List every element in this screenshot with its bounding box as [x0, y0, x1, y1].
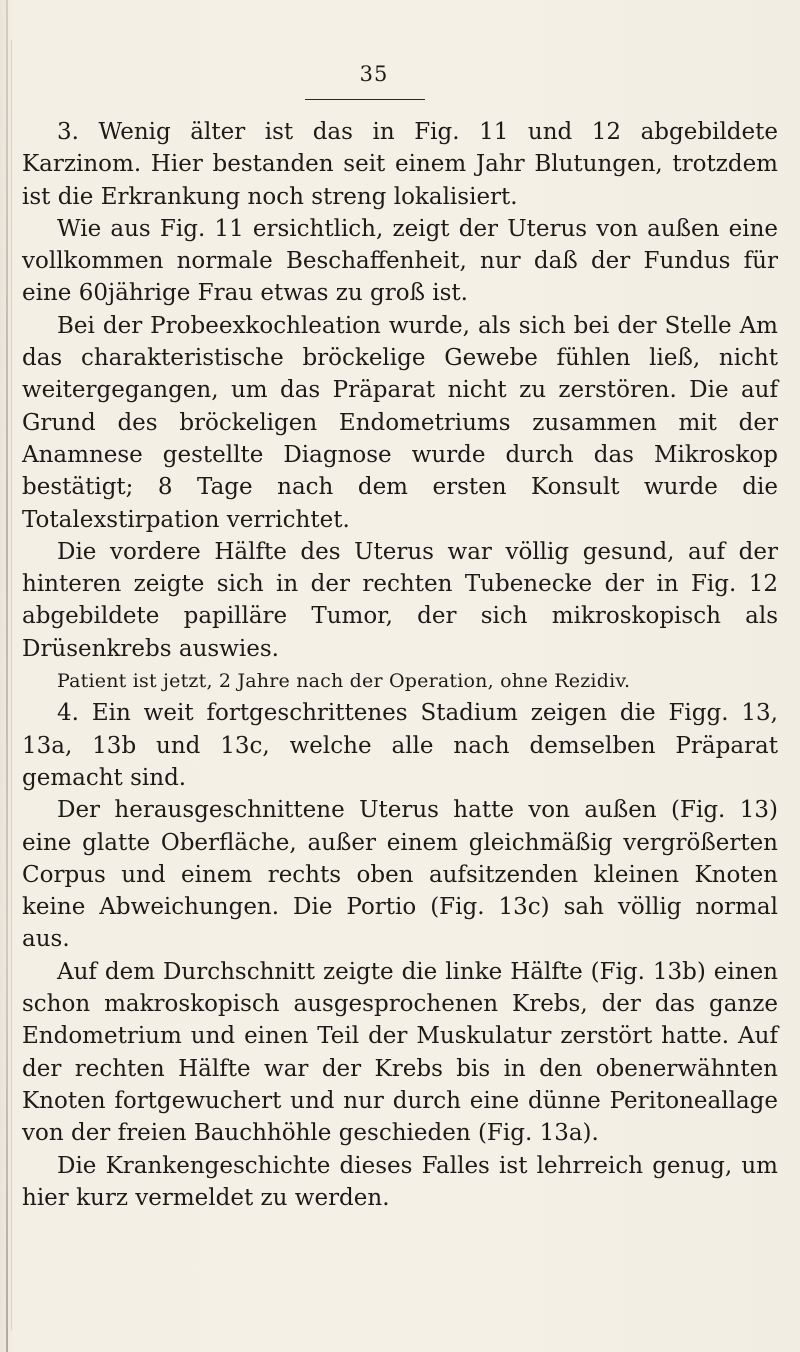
paragraph: Die vordere Hälfte des Uterus war völlig gesund, auf der hinteren zeigte sich in der rechten Tubenecke der in Fig. 12 abgebildete papilläre Tumor, der sich mikroskopisch als Drüsenkrebs auswies. — [22, 538, 778, 662]
paragraph: 4. Ein weit fortgeschrittenes Stadium zeigen die Figg. 13, 13a, 13b und 13c, welche alle nach demselben Präparat gemacht sind. — [22, 700, 778, 791]
paragraph: Bei der Probeexkochleation wurde, als sich bei der Stelle Am das charakteristische bröckelige Gewebe fühlen ließ, nicht weitergegangen, um das Präparat nicht zu zerstören. Die auf Grund des bröckeligen Endometriums zusammen mit der Anamnese gestellte Diagnose wurde durch das Mikroskop bestätigt; 8 Tage nach dem ersten Konsult wurde die Totalexstirpation verrichtet. — [22, 312, 778, 533]
body-text — [22, 116, 778, 1214]
page-number: 35 — [359, 62, 389, 86]
paragraph: Auf dem Durchschnitt zeigte die linke Hälfte (Fig. 13b) einen schon makroskopisch ausgesprochenen Krebs, der das ganze Endometrium und einen Teil der Muskulatur zerstört hatte. Auf der rechten Hälfte war der Krebs bis in den obenerwähnten Knoten fortgewuchert und nur durch eine dünne Peritoneallage von der freien Bauchhöhle geschieden (Fig. 13a). — [22, 958, 778, 1147]
binding-edge — [6, 0, 8, 1352]
page-number-rule — [305, 99, 425, 100]
paragraph: Die Krankengeschichte dieses Falles ist lehrreich genug, um hier kurz vermeldet zu werden. — [22, 1152, 778, 1211]
paragraph-note: Patient ist jetzt, 2 Jahre nach der Operation, ohne Rezidiv. — [57, 670, 631, 693]
paragraph: 3. Wenig älter ist das in Fig. 11 und 12 abgebildete Karzinom. Hier bestanden seit einem Jahr Blutungen, trotzdem ist die Erkrankung noch streng lokalisiert. — [22, 119, 778, 210]
binding-edge-shadow — [11, 40, 12, 1330]
paragraph: Wie aus Fig. 11 ersichtlich, zeigt der Uterus von außen eine vollkommen normale Beschaffenheit, nur daß der Fundus für eine 60jährige Frau etwas zu groß ist. — [22, 215, 778, 307]
paragraph: Der herausgeschnittene Uterus hatte von außen (Fig. 13) eine glatte Oberfläche, außer einem gleichmäßig vergrößerten Corpus und einem rechts oben aufsitzenden kleinen Knoten keine Abweichungen. Die Portio (Fig. 13c) sah völlig normal aus. — [22, 797, 778, 953]
